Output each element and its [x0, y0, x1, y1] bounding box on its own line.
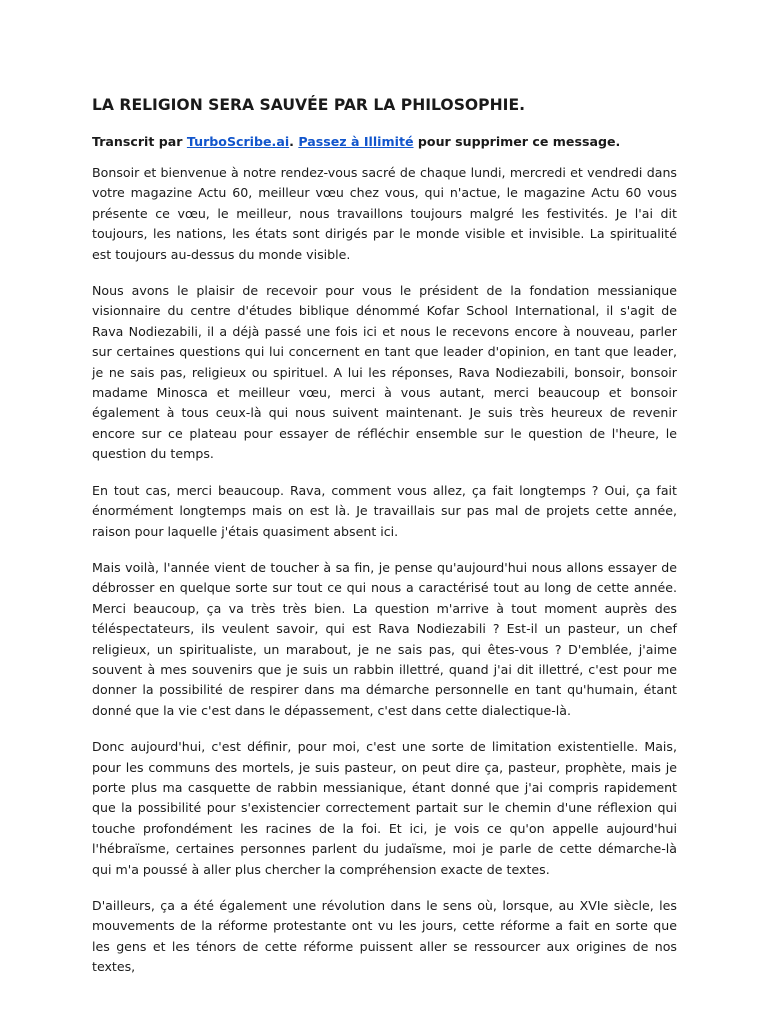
banner-prefix: Transcrit par	[92, 134, 187, 149]
paragraph: En tout cas, merci beaucoup. Rava, comment vous allez, ça fait longtemps ? Oui, ça fait énormément longtemps mais on est là. Je travaillais sur pas mal de projets cette année, raison pour laquelle j'étais quasiment absent ici.	[92, 482, 677, 539]
paragraph: Nous avons le plaisir de recevoir pour vous le président de la fondation messianique visionnaire du centre d'études biblique dénommé Kofar School International, il s'agit de Rava Nodiezabili, il a déjà passé une fois ici et nous le recevons encore à nouveau, parler sur certaines questions qui lui concernent en tant que leader d'opinion, en tant que leader, je ne sais pas, religieux ou spirituel. A lui les réponses, Rava Nodiezabili, bonsoir, bonsoir madame Minosca et meilleur vœu, merci à vous autant, merci beaucoup et bonsoir également à tous ceux-là qui nous suivent maintenant. Je suis très heureux de revenir encore sur ce plateau pour essayer de réfléchir ensemble sur le question de l'heure, le question du temps.	[92, 283, 677, 462]
transcript-body	[92, 163, 677, 994]
transcription-banner	[92, 134, 620, 149]
upgrade-unlimited-link[interactable]: Passez à Illimité	[298, 134, 414, 149]
paragraph: Mais voilà, l'année vient de toucher à sa fin, je pense qu'aujourd'hui nous allons essayer de débrosser en quelque sorte sur tout ce qui nous a caractérisé tout au long de cette année. Merci beaucoup, ça va très très bien. La question m'arrive à tout moment auprès des téléspectateurs, ils veulent savoir, qui est Rava Nodiezabili ? Est-il un pasteur, un chef religieux, un spiritualiste, un marabout, je ne sais pas, qui êtes-vous ? D'emblée, j'aime souvent à mes souvenirs que je suis un rabbin illettré, quand j'ai dit illettré, c'est pour me donner la possibilité de respirer dans ma démarche personnelle en tant qu'humain, étant donné que la vie c'est dans le dépassement, c'est dans cette dialectique-là.	[92, 559, 677, 718]
banner-separator: .	[289, 134, 299, 149]
document-title: LA RELIGION SERA SAUVÉE PAR LA PHILOSOPHIE.	[92, 96, 526, 114]
turboscribe-link[interactable]: TurboScribe.ai	[186, 134, 290, 149]
paragraph: Donc aujourd'hui, c'est définir, pour moi, c'est une sorte de limitation existentielle. Mais, pour les communs des mortels, je suis pasteur, on peut dire ça, pasteur, prophète, mais je porte plus ma casquette de rabbin messianique, étant donné que j'ai compris rapidement que la possibilité pour s'existencier correctement partait sur le chemin d'une réflexion qui touche profondément les racines de la foi. Et ici, je vois ce qu'on appelle aujourd'hui l'hébraïsme, certaines personnes parlent du judaïsme, moi je parle de cette démarche-là qui m'a poussé à aller plus chercher la compréhension exacte de textes.	[92, 739, 677, 877]
paragraph: Bonsoir et bienvenue à notre rendez-vous sacré de chaque lundi, mercredi et vendredi dans votre magazine Actu 60, meilleur vœu chez vous, qui n'actue, le magazine Actu 60 vous présente ce vœu, le meilleur, nous travaillons toujours malgré les festivités. Je l'ai dit toujours, les nations, les états sont dirigés par le monde visible et invisible. La spiritualité est toujours au-dessus du monde visible.	[92, 165, 677, 262]
paragraph: D'ailleurs, ça a été également une révolution dans le sens où, lorsque, au XVIe siècle, les mouvements de la réforme protestante ont vu les jours, cette réforme a fait en sorte que les gens et les ténors de cette réforme puissent aller se ressourcer aux origines de nos textes,	[92, 898, 677, 975]
banner-suffix: pour supprimer ce message.	[413, 134, 621, 149]
